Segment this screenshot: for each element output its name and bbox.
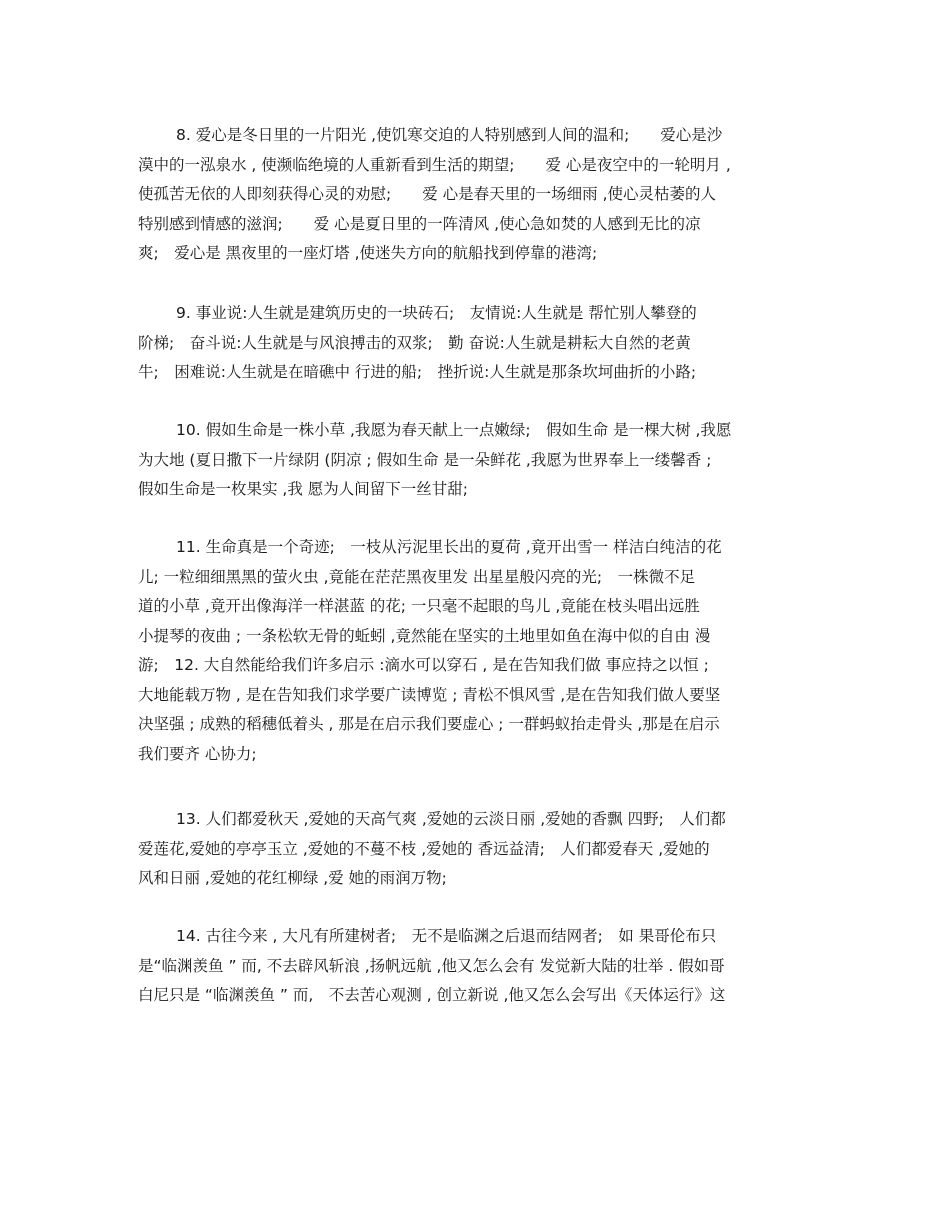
text-line: 阶梯; 奋斗说:人生就是与风浪搏击的双浆; 勤 奋说:人生就是耕耘大自然的老黄 <box>138 333 691 352</box>
paragraph-13 <box>138 805 818 894</box>
text-line: 14. 古往今来 , 大凡有所建树者; 无不是临渊之后退而结网者; 如 果哥伦布只 <box>176 927 717 945</box>
paragraph-11 <box>138 533 818 769</box>
text-line: 儿; 一粒细细黑黑的萤火虫 ,竟能在茫茫黑夜里发 出星星般闪亮的光; 一株微不足 <box>138 567 696 586</box>
text-line: 8. 爱心是冬日里的一片阳光 ,使饥寒交迫的人特别感到人间的温和; 爱心是沙 <box>176 126 723 144</box>
text-line: 10. 假如生命是一株小草 ,我愿为春天献上一点嫩绿; 假如生命 是一棵大树 ,我愿 <box>176 421 732 439</box>
text-line: 我们要齐 心协力; <box>138 744 257 763</box>
text-line: 白尼只是 “临渊羡鱼 ” 而, 不去苦心观测 , 创立新说 ,他又怎么会写出《天体运行》这 <box>138 986 726 1004</box>
paragraph-8 <box>138 121 818 269</box>
text-line: 大地能载万物 , 是在告知我们求学要广读博览 ; 青松不惧风雪 ,是在告知我们做人要坚 <box>138 685 721 704</box>
text-line: 特别感到情感的滋润; 爱 心是夏日里的一阵清风 ,使心急如焚的人感到无比的凉 <box>138 214 701 233</box>
paragraph-9 <box>138 299 818 388</box>
text-line: 牛; 困难说:人生就是在暗礁中 行进的船; 挫折说:人生就是那条坎坷曲折的小路; <box>138 363 697 381</box>
text-line: 13. 人们都爱秋天 ,爱她的天高气爽 ,爱她的云淡日丽 ,爱她的香飘 四野; 人们都 <box>176 810 726 828</box>
text-line: 游; 12. 大自然能给我们许多启示 :滴水可以穿石 , 是在告知我们做 事应持之以恒 ; <box>138 656 709 674</box>
text-line: 决坚强 ; 成熟的稻穗低着头 , 那是在启示我们要虚心 ; 一群蚂蚁抬走骨头 ,那是在启示 <box>138 715 720 733</box>
text-line: 假如生命是一枚果实 ,我 愿为人间留下一丝甘甜; <box>138 480 469 498</box>
text-line: 为大地 (夏日撒下一片绿阴 (阴凉 ; 假如生命 是一朵鲜花 ,我愿为世界奉上一缕馨香 ; <box>138 450 712 469</box>
text-line: 11. 生命真是一个奇迹; 一枝从污泥里长出的夏荷 ,竟开出雪一 样洁白纯洁的花 <box>176 538 722 556</box>
text-line: 漠中的一泓泉水 , 使濒临绝境的人重新看到生活的期望; 爱 心是夜空中的一轮明月 , <box>138 155 731 174</box>
text-line: 爱莲花,爱她的亭亭玉立 ,爱她的不蔓不枝 ,爱她的 香远益清; 人们都爱春天 ,爱她的 <box>138 839 710 858</box>
paragraph-14 <box>138 922 818 1011</box>
text-line: 道的小草 ,竟开出像海洋一样湛蓝 的花; 一只毫不起眼的鸟儿 ,竟能在枝头唱出远胜 <box>138 597 700 615</box>
text-line: 9. 事业说:人生就是建筑历史的一块砖石; 友情说:人生就是 帮忙别人攀登的 <box>176 304 697 322</box>
text-line: 风和日丽 ,爱她的花红柳绿 ,爱 她的雨润万物; <box>138 869 447 887</box>
text-line: 小提琴的夜曲 ; 一条松软无骨的蚯蚓 ,竟然能在坚实的土地里如鱼在海中似的自由 漫 <box>138 626 711 645</box>
text-line: 使孤苦无依的人即刻获得心灵的劝慰; 爱 心是春天里的一场细雨 ,使心灵枯萎的人 <box>138 185 717 203</box>
paragraph-10 <box>138 416 818 505</box>
text-line: 是“临渊羡鱼 ” 而, 不去辟风斩浪 ,扬帆远航 ,他又怎么会有 发觉新大陆的壮举 . 假如哥 <box>138 956 725 975</box>
text-line: 爽; 爱心是 黑夜里的一座灯塔 ,使迷失方向的航船找到停靠的港湾; <box>138 244 598 262</box>
